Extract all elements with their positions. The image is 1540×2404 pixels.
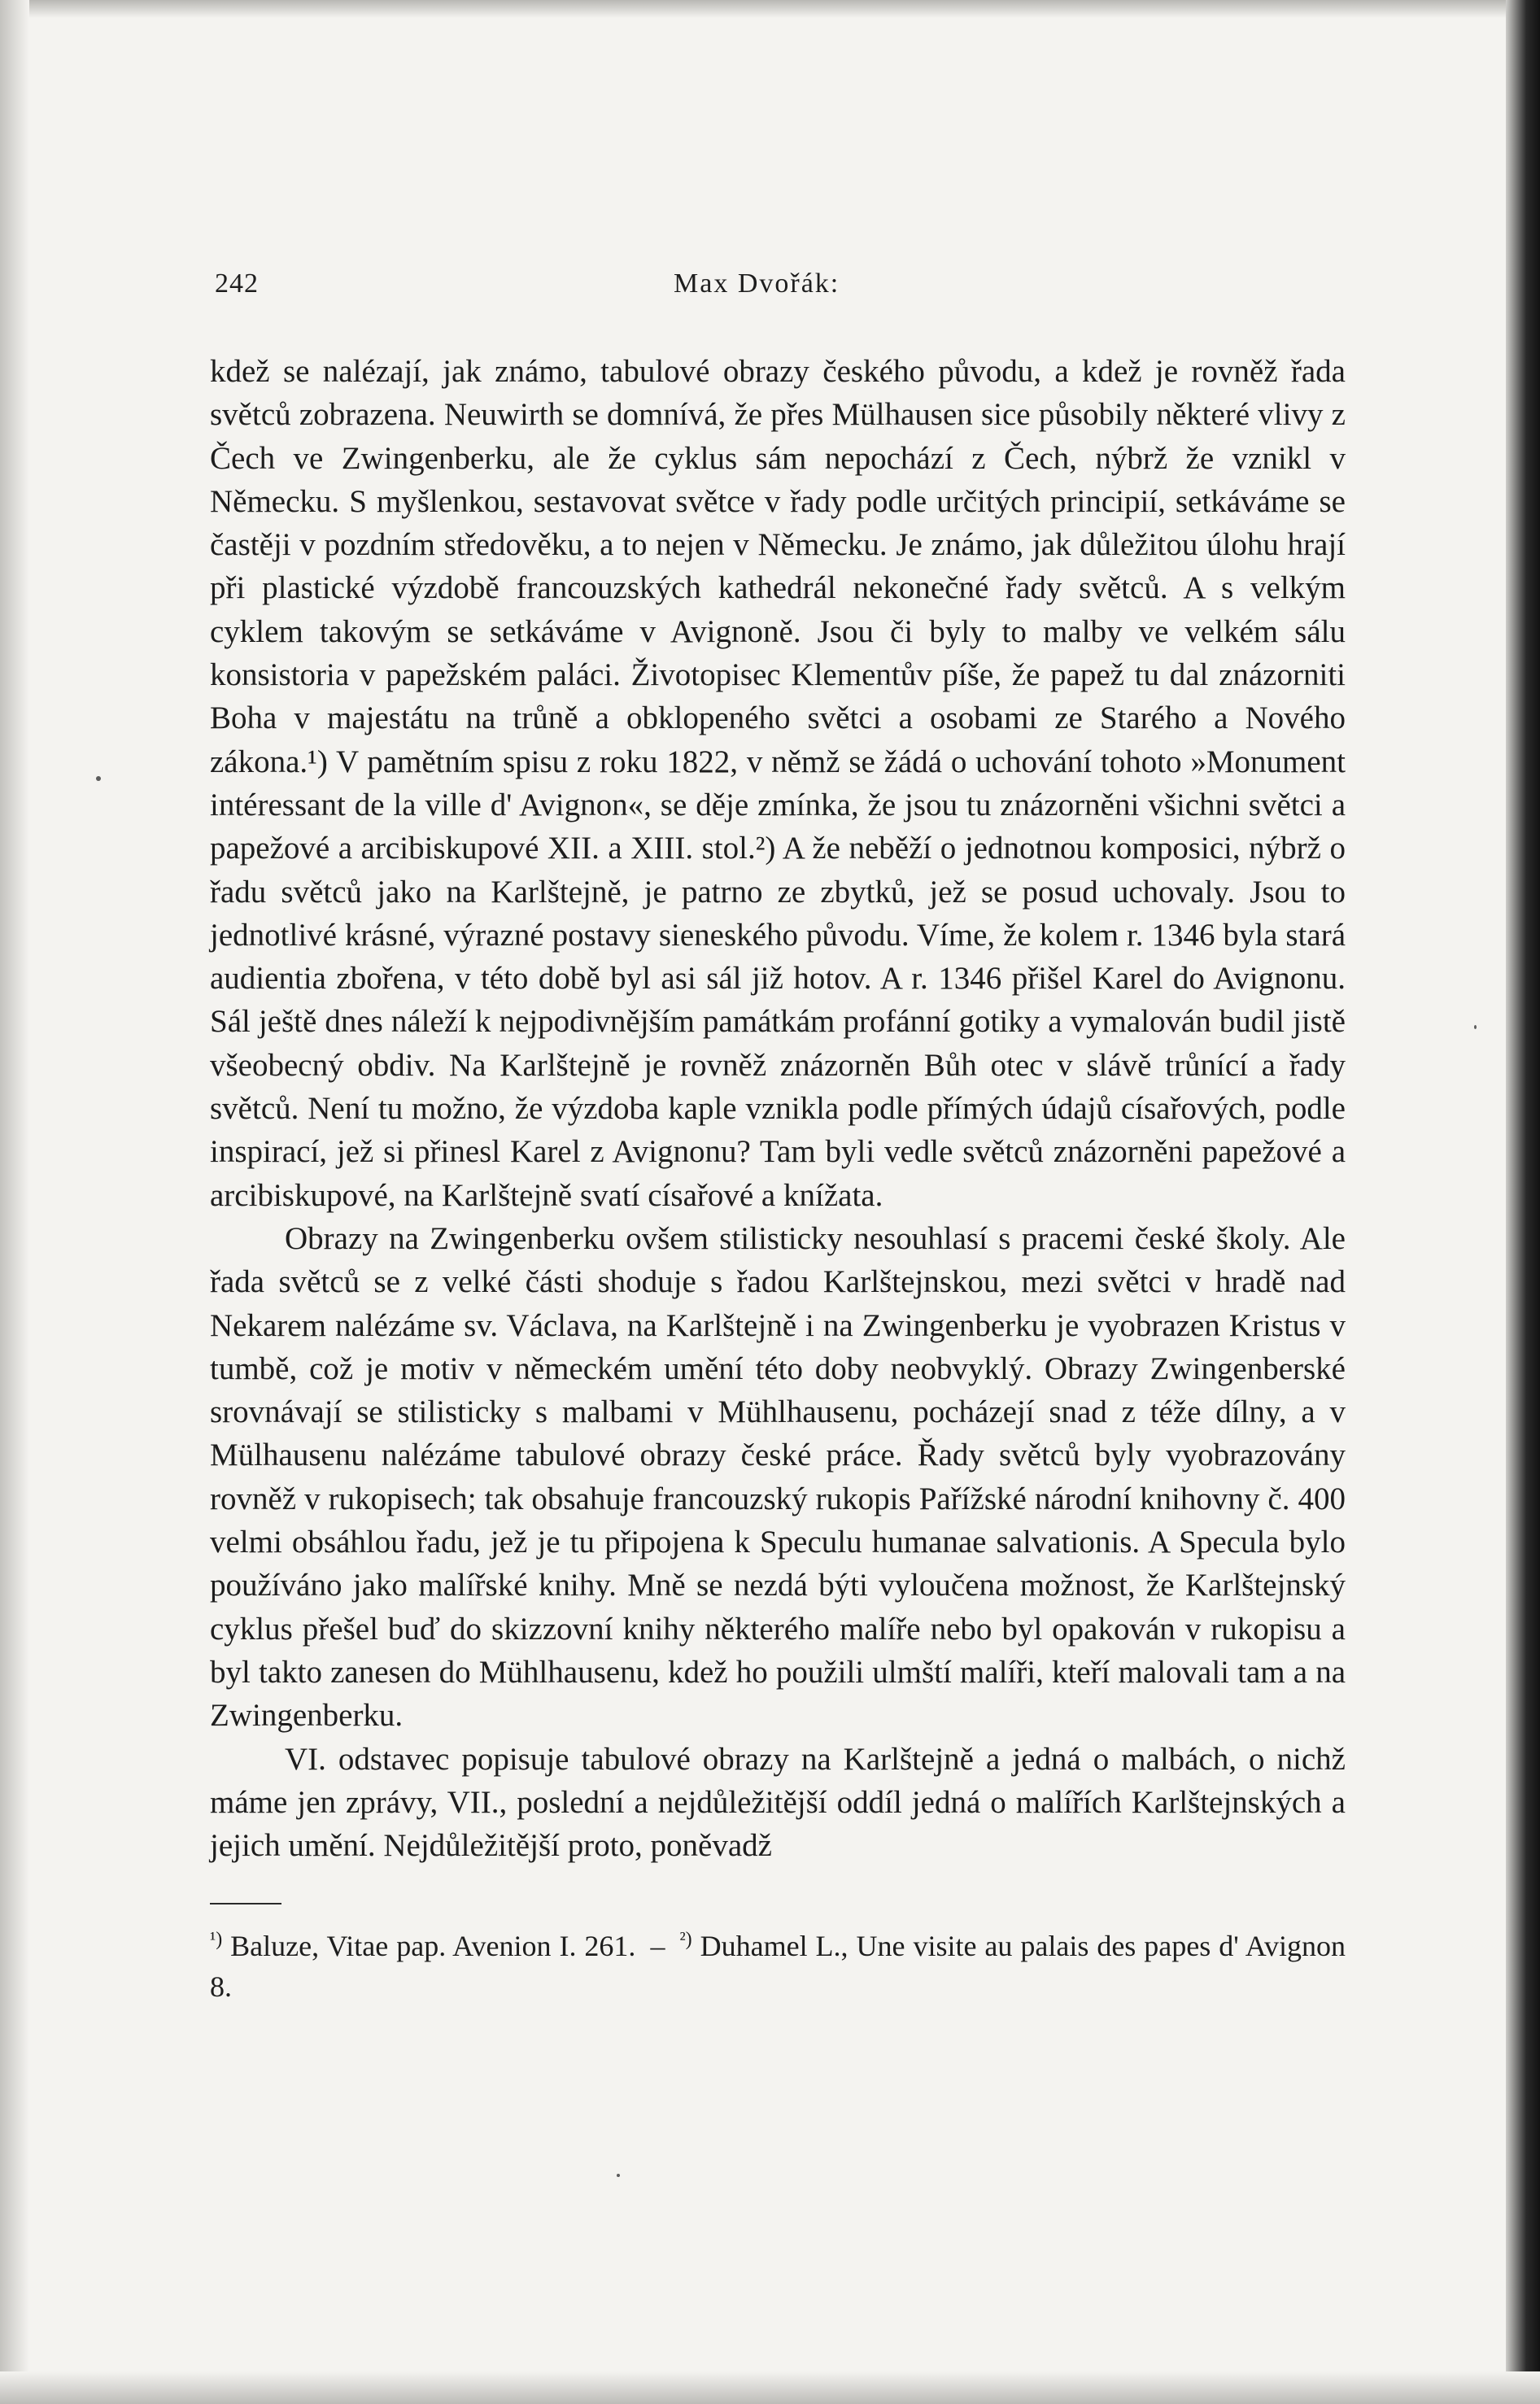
footnote-rule <box>210 1903 281 1904</box>
body-paragraph: Obrazy na Zwingenberku ovšem stilisticky nesouhlasí s pracemi české školy. Ale řada světců se z velké části shoduje s řadou Karlštejnskou, mezi světci v hradě nad Nekarem nalézáme sv. Václava, na Karlštejně i na Zwingenberku je vyobrazen Kristus v tumbě, což je motiv v německém umění této doby neobvyklý. Obrazy Zwingenberské srovnávají se stilisticky s malbami v Mühlhausenu, pocházejí snad z téže dílny, a v Mülhausenu nalézáme tabulové obrazy české práce. Řady světců byly vyobrazovány rovněž v rukopisech; tak obsahuje francouzský rukopis Pařížské národní knihovny č. 400 velmi obsáhlou řadu, jež je tu připojena k Speculu humanae salvationis. A Specula bylo používáno jako malířské knihy. Mně se nezdá býti vyloučena možnost, že Karlštejnský cyklus přešel buď do skizzovní knihy některého malíře nebo byl opakován v rukopisu a byl takto zanesen do Mühlhausenu, kdež ho použili ulmští malíři, kteří malovali tam a na Zwingenberku. <box>210 1220 1346 1734</box>
body-paragraph: VI. odstavec popisuje tabulové obrazy na Karlštejně a jedná o malbách, o nichž máme jen zprávy, VII., poslední a nejdůležitější oddíl jedná o malířích Karlštejnských a jejich umění. Nejdůležitější proto, poněvadž <box>210 1741 1346 1864</box>
running-head: Max Dvořák: <box>674 268 840 299</box>
page-number: 242 <box>215 268 259 299</box>
footnote-marker: ²) <box>679 1929 692 1951</box>
scan-bottom-edge <box>0 2371 1540 2404</box>
page-content <box>210 268 1346 2007</box>
footnote-separator: – <box>650 1930 665 1963</box>
dust-speck <box>617 2174 620 2177</box>
footnote-text: Baluze, Vitae pap. Avenion I. 261. <box>230 1930 636 1963</box>
footnote-text: Duhamel L., Une visite au palais des papes d' Avignon 8. <box>210 1930 1346 2004</box>
scan-top-edge <box>0 0 1540 18</box>
page-header <box>210 268 1346 317</box>
scan-right-edge-shadow <box>1506 0 1540 2404</box>
scan-left-edge <box>0 0 29 2404</box>
footnotes <box>210 1926 1346 2007</box>
dust-speck <box>1474 1025 1477 1029</box>
footnote-marker: ¹) <box>210 1929 223 1951</box>
body-paragraph: kdež se nalézají, jak známo, tabulové obrazy českého původu, a kdež je rovněž řada světců zobrazena. Neuwirth se domnívá, že přes Mülhausen sice působily některé vlivy z Čech ve Zwingenberku, ale že cyklus sám nepochází z Čech, nýbrž že vznikl v Německu. S myšlenkou, sestavovat světce v řady podle určitých principií, setkáváme se častěji v pozdním středověku, a to nejen v Německu. Je známo, jak důležitou úlohu hrají při plastické výzdobě francouzských kathedrál nekonečné řady světců. A s velkým cyklem takovým se setkáváme v Avignoně. Jsou či byly to malby ve velkém sálu konsistoria v papežském paláci. Životopisec Klementův píše, že papež tu dal znázorniti Boha v majestátu na trůně a obklopeného světci a osobami ze Starého a Nového zákona.¹) V pamětním spisu z roku 1822, v němž se žádá o uchování tohoto »Monument intéressant de la ville d' Avignon«, se děje zmínka, že jsou tu znázorněni všichni světci a papežové a arcibiskupové XII. a XIII. stol.²) A že neběží o jednotnou komposici, nýbrž o řadu světců jako na Karlštejně, je patrno ze zbytků, jež se posud uchovaly. Jsou to jednotlivé krásné, výrazné postavy sieneského původu. Víme, že kolem r. 1346 byla stará audientia zbořena, v této době byl asi sál již hotov. A r. 1346 přišel Karel do Avignonu. Sál ještě dnes náleží k nejpodivnějším památkám profánní gotiky a vymalován budil jistě všeobecný obdiv. Na Karlštejně je rovněž znázorněn Bůh otec v slávě trůnící a řady světců. Není tu možno, že výzdoba kaple vznikla podle přímých údajů císařových, podle inspirací, jež si přinesl Karel z Avignonu? Tam byli vedle světců znázorněni papežové a arcibiskupové, na Karlštejně svatí císařové a knížata. <box>210 354 1346 1213</box>
dust-speck <box>96 776 101 781</box>
